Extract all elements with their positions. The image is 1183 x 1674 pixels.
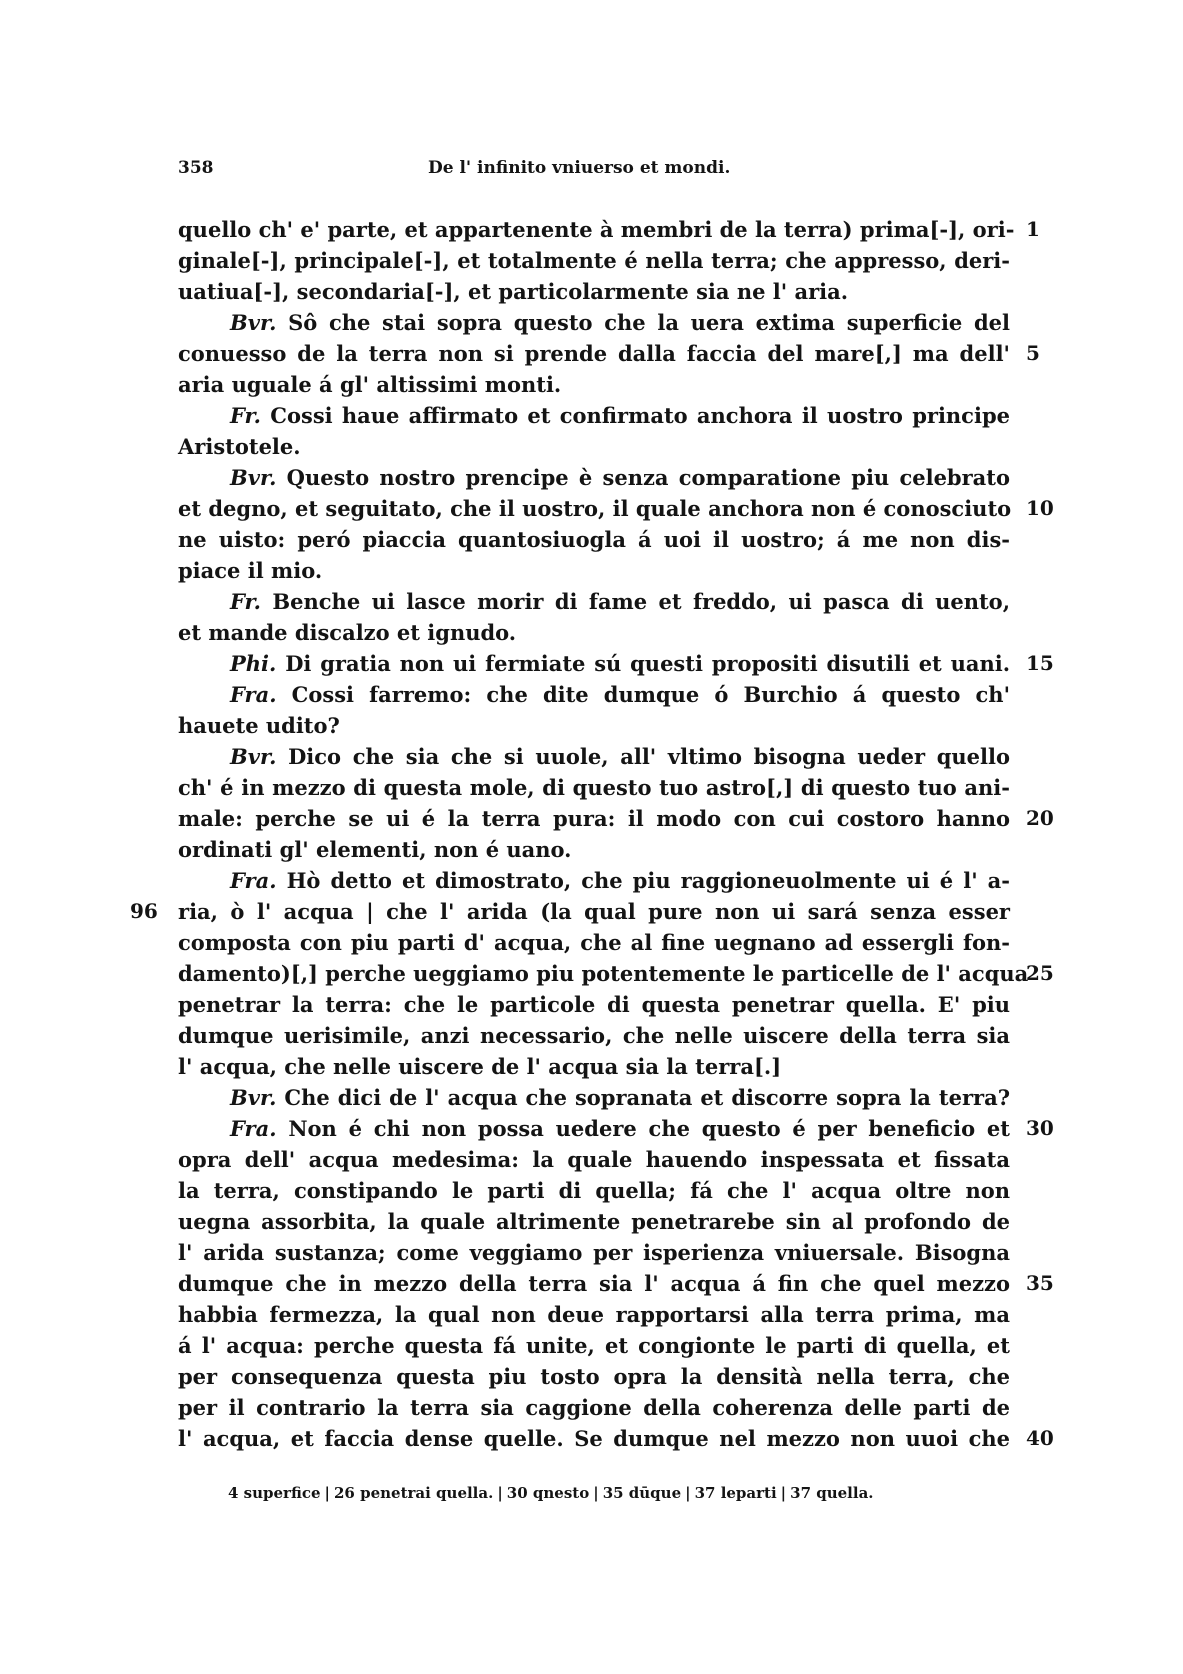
line-number: 20 [1026, 806, 1054, 830]
line-number: 5 [1026, 341, 1040, 365]
margin-folio-number: 96 [130, 899, 158, 923]
line-text: l' acqua, che nelle uiscere de l' acqua sia la terra[.] [178, 1054, 782, 1079]
text-line [178, 245, 1010, 276]
line-text: la terra, constipando le parti di quella; fá che l' acqua oltre non [178, 1178, 1010, 1203]
text-line [178, 462, 1010, 493]
note-separator: | [324, 1484, 330, 1502]
line-text: et mande discalzo et ignudo. [178, 620, 517, 645]
text-line [178, 276, 1010, 307]
line-text: ne uisto: peró piaccia quantosiuogla á uoi il uostro; á me non dis- [178, 527, 1010, 552]
page-number: 358 [178, 158, 214, 178]
line-text: conuesso de la terra non si prende dalla faccia del mare[,] ma dell' [178, 341, 1010, 366]
running-header [178, 158, 1018, 188]
text-line [178, 1423, 1054, 1454]
line-text: dumque che in mezzo della terra sia l' acqua á fin che quel mezzo [178, 1271, 1010, 1296]
text-line [178, 400, 1010, 431]
text-line [178, 741, 1010, 772]
note-separator: | [593, 1484, 599, 1502]
text-line [178, 1206, 1010, 1237]
text-line [178, 214, 1040, 245]
speaker-label: Bvr. [230, 1085, 277, 1110]
line-text: ordinati gl' elementi, non é uano. [178, 837, 572, 862]
line-text: et degno, et seguitato, che il uostro, il quale anchora non é conosciuto [178, 496, 1012, 521]
line-text: composta con piu parti d' acqua, che al fine uegnano ad essergli fon- [178, 930, 1010, 955]
text-line [178, 989, 1010, 1020]
text-line [178, 338, 1040, 369]
line-text: per consequenza questa piu tosto opra la densità nella terra, che [178, 1364, 1010, 1389]
line-text: aria uguale á gl' altissimi monti. [178, 372, 562, 397]
line-text: Che dici de l' acqua che sopranata et discorre sopra la terra? [284, 1085, 1010, 1110]
text-line [178, 648, 1054, 679]
text-line [178, 803, 1054, 834]
text-line [178, 431, 1010, 462]
note-separator: | [497, 1484, 503, 1502]
speaker-label: Fr. [230, 403, 261, 428]
line-number: 1 [1026, 217, 1040, 241]
text-line [178, 1020, 1010, 1051]
line-text: l' acqua, et faccia dense quelle. Se dumque nel mezzo non uuoi che [178, 1426, 1010, 1451]
line-number: 30 [1026, 1116, 1054, 1140]
line-number: 15 [1026, 651, 1054, 675]
text-line [178, 865, 1010, 896]
text-line [178, 1113, 1054, 1144]
line-text: opra dell' acqua medesima: la quale hauendo inspessata et fissata [178, 1147, 1010, 1172]
text-line [178, 1237, 1010, 1268]
speaker-label: Bvr. [230, 744, 277, 769]
text-line [178, 1268, 1054, 1299]
text-line [178, 586, 1010, 617]
line-number: 40 [1026, 1426, 1054, 1450]
speaker-label: Fra. [230, 868, 277, 893]
speaker-label: Bvr. [230, 310, 277, 335]
text-line [178, 369, 1010, 400]
line-text: Benche ui lasce morir di fame et freddo, ui pasca di uento, [272, 589, 1010, 614]
line-number: 25 [1026, 961, 1054, 985]
text-line [178, 555, 1010, 586]
text-line [178, 1175, 1010, 1206]
line-text: piace il mio. [178, 558, 323, 583]
text-line [178, 834, 1010, 865]
apparatus-note: 37 quella. [790, 1484, 874, 1502]
apparatus-note: 4 superfice [228, 1484, 321, 1502]
line-text: uatiua[-], secondaria[-], et particolarmente sia ne l' aria. [178, 279, 849, 304]
line-text: male: perche se ui é la terra pura: il modo con cui costoro hanno [178, 806, 1010, 831]
line-text: per il contrario la terra sia caggione della coherenza delle parti de [178, 1395, 1010, 1420]
line-text: Cossi haue affirmato et confirmato anchora il uostro principe [270, 403, 1010, 428]
line-text: Sô che stai sopra questo che la uera extima superficie del [288, 310, 1010, 335]
line-text: l' arida sustanza; come veggiamo per isperienza vniuersale. Bisogna [178, 1240, 1010, 1265]
line-text: ria, ò l' acqua | che l' arida (la qual pure non ui sará senza esser [178, 899, 1010, 924]
line-text: habbia fermezza, la qual non deue rapportarsi alla terra prima, ma [178, 1302, 1010, 1327]
line-text: damento)[,] perche ueggiamo piu potentemente le particelle de l' acqua [178, 961, 1029, 986]
text-line [178, 493, 1054, 524]
line-text: dumque uerisimile, anzi necessario, che nelle uiscere della terra sia [178, 1023, 1010, 1048]
line-text: ginale[-], principale[-], et totalmente é nella terra; che appresso, deri- [178, 248, 1010, 273]
text-line [178, 617, 1010, 648]
text-line [178, 1082, 1010, 1113]
apparatus-note: 26 penetrai quella. [334, 1484, 494, 1502]
text-line [178, 1330, 1010, 1361]
line-text: Non é chi non possa uedere che questo é per beneficio et [288, 1116, 1010, 1141]
text-line [178, 1051, 1010, 1082]
apparatus-note: 35 dūque [602, 1484, 682, 1502]
line-text: Dico che sia che si uuole, all' vltimo bisogna ueder quello [288, 744, 1011, 769]
line-text: Di gratia non ui fermiate sú questi propositi disutili et uani. [285, 651, 1010, 676]
text-line [178, 1299, 1010, 1330]
text-line [130, 896, 1010, 927]
running-title: De l' infinito vniuerso et mondi. [428, 158, 731, 178]
speaker-label: Bvr. [230, 465, 277, 490]
line-text: Aristotele. [178, 434, 301, 459]
text-line [178, 1144, 1010, 1175]
critical-apparatus [228, 1484, 988, 1502]
line-text: penetrar la terra: che le particole di questa penetrar quella. E' piu [178, 992, 1010, 1017]
text-body [130, 214, 1054, 1454]
note-separator: | [780, 1484, 787, 1502]
line-text: quello ch' e' parte, et appartenente à membri de la terra) prima[-], ori- [178, 217, 1015, 242]
line-text: ch' é in mezzo di questa mole, di questo tuo astro[,] di questo tuo ani- [178, 775, 1010, 800]
text-line [178, 524, 1010, 555]
text-line [178, 679, 1010, 710]
line-text: Cossi farremo: che dite dumque ó Burchio á questo ch' [291, 682, 1011, 707]
line-text: á l' acqua: perche questa fá unite, et congionte le parti di quella, et [178, 1333, 1010, 1358]
speaker-label: Fra. [230, 682, 277, 707]
text-line [178, 927, 1010, 958]
line-text: hauete udito? [178, 713, 340, 738]
apparatus-note: 30 qnesto [506, 1484, 590, 1502]
line-text: Hò detto et dimostrato, che piu raggioneuolmente ui é l' a- [286, 868, 1010, 893]
speaker-label: Fra. [230, 1116, 277, 1141]
line-number: 10 [1026, 496, 1054, 520]
apparatus-note: 37 leparti [694, 1484, 777, 1502]
line-number: 35 [1026, 1271, 1054, 1295]
speaker-label: Phi. [230, 651, 277, 676]
line-text: Questo nostro prencipe è senza comparatione piu celebrato [286, 465, 1010, 490]
text-line [178, 710, 1010, 741]
text-line [178, 1392, 1010, 1423]
line-text: uegna assorbita, la quale altrimente penetrarebe sin al profondo de [178, 1209, 1010, 1234]
note-separator: | [685, 1484, 691, 1502]
text-line [178, 1361, 1010, 1392]
text-line [178, 307, 1010, 338]
text-line [178, 772, 1010, 803]
text-line [178, 958, 1054, 989]
speaker-label: Fr. [230, 589, 261, 614]
